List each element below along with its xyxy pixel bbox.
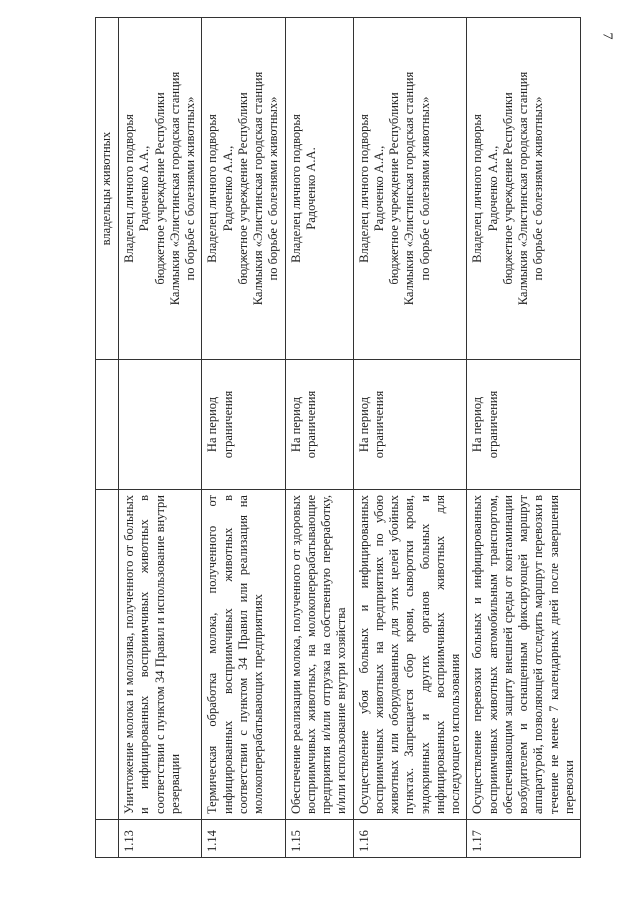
header-text-cell [96,490,119,820]
measure-term: На период ограничения [285,360,353,490]
responsible-line: Радоченко А.А., [220,145,235,232]
page-number: 7 [599,32,615,40]
measure-description: Термическая обработка молока, полученного от инфицированных восприимчивых животных в соответствии с пунктом 34 Правил или реализация на молокоперерабатывающих предприятиях [202,490,285,820]
responsible-line: бюджетное учреждение Республики [387,92,401,285]
responsible-line: Калмыкия «Элистинская городская станция [402,71,417,306]
responsible-line: бюджетное учреждение Республики [500,92,515,285]
row-number: 1.13 [119,820,202,858]
responsible-line: по борьбе с болезнями животных» [531,96,546,281]
responsible-line: бюджетное учреждение Республики [235,92,250,285]
measure-description: Обеспечение реализации молока, полученного от здоровых восприимчивых животных, на молокоперерабатывающие предприятия и/или отгрузка на собственную переработку, и/или использование внутри хозяйства [285,490,353,820]
table-row [467,18,581,858]
responsible-line: Калмыкия «Элистинская городская станция [516,71,530,306]
measure-term [119,360,202,490]
responsible-parties [467,18,581,360]
responsible-line: Калмыкия «Элистинская городская станция [251,71,265,306]
measure-term: На период ограничения [353,360,467,490]
measure-description: Уничтожение молока и молозива, полученного от больных и инфицированных восприимчивых животных в соответствии с пунктом 34 Правил и использование внутри резервации [119,490,202,820]
responsible-line: Владелец личного подворья [205,114,220,263]
header-term-cell [96,360,119,490]
measure-description: Осуществление перевозки больных и инфицированных восприимчивых животных автомобильным транспортом, обеспечивающим защиту внешней среды от контаминации возбудителем и оснащенным фиксирующей маршрут аппаратурой, позволяющей отследить маршрут перевозки в течение не менее 7 календарных дней после завершения перевозки [467,490,581,820]
table-row [202,18,285,858]
rotated-page [95,18,576,858]
responsible-line: Владелец личного подворья [288,114,303,263]
responsible-line: Владелец личного подворья [470,114,485,263]
responsible-parties [202,18,285,360]
table-row [353,18,467,858]
responsible-line: Радоченко А.А., [371,145,386,232]
responsible-line: Владелец личного подворья [356,114,371,263]
table-row [119,18,202,858]
responsible-line: Калмыкия «Элистинская городская станция [167,71,182,306]
responsible-line: Радоченко А.А., [485,145,500,232]
table-row [285,18,353,858]
responsible-line: по борьбе с болезнями животных» [417,96,432,281]
responsible-parties [119,18,202,360]
row-number: 1.17 [467,820,581,858]
header-num-cell [96,820,119,858]
responsible-line: по борьбе с болезнями животных» [183,96,197,281]
measure-term: На период ограничения [467,360,581,490]
row-number: 1.14 [202,820,285,858]
responsible-line: по борьбе с болезнями животных» [266,96,281,281]
measure-term: На период ограничения [202,360,285,490]
responsible-line: бюджетное учреждение Республики [152,92,167,285]
responsible-line: Владелец личного подворья [122,114,136,263]
measure-description: Осуществление убоя больных и инфицированных восприимчивых животных на предприятиях по убою животных или оборудованных для этих целей убойных пунктах. Запрещается сбор крови, сыворотки крови, эндокринных и других органов больных и инфицированных восприимчивых животных для последующего использования [353,490,467,820]
responsible-parties [353,18,467,360]
table-header-row [96,18,119,858]
responsible-parties [285,18,353,360]
responsible-line: Радоченко А.А., [137,145,152,232]
responsible-line: Радоченко А.А. [303,147,318,230]
row-number: 1.16 [353,820,467,858]
row-number: 1.15 [285,820,353,858]
table-body [96,18,581,858]
header-responsible-cell: владельцы животных [96,18,119,360]
measures-table [95,17,581,858]
